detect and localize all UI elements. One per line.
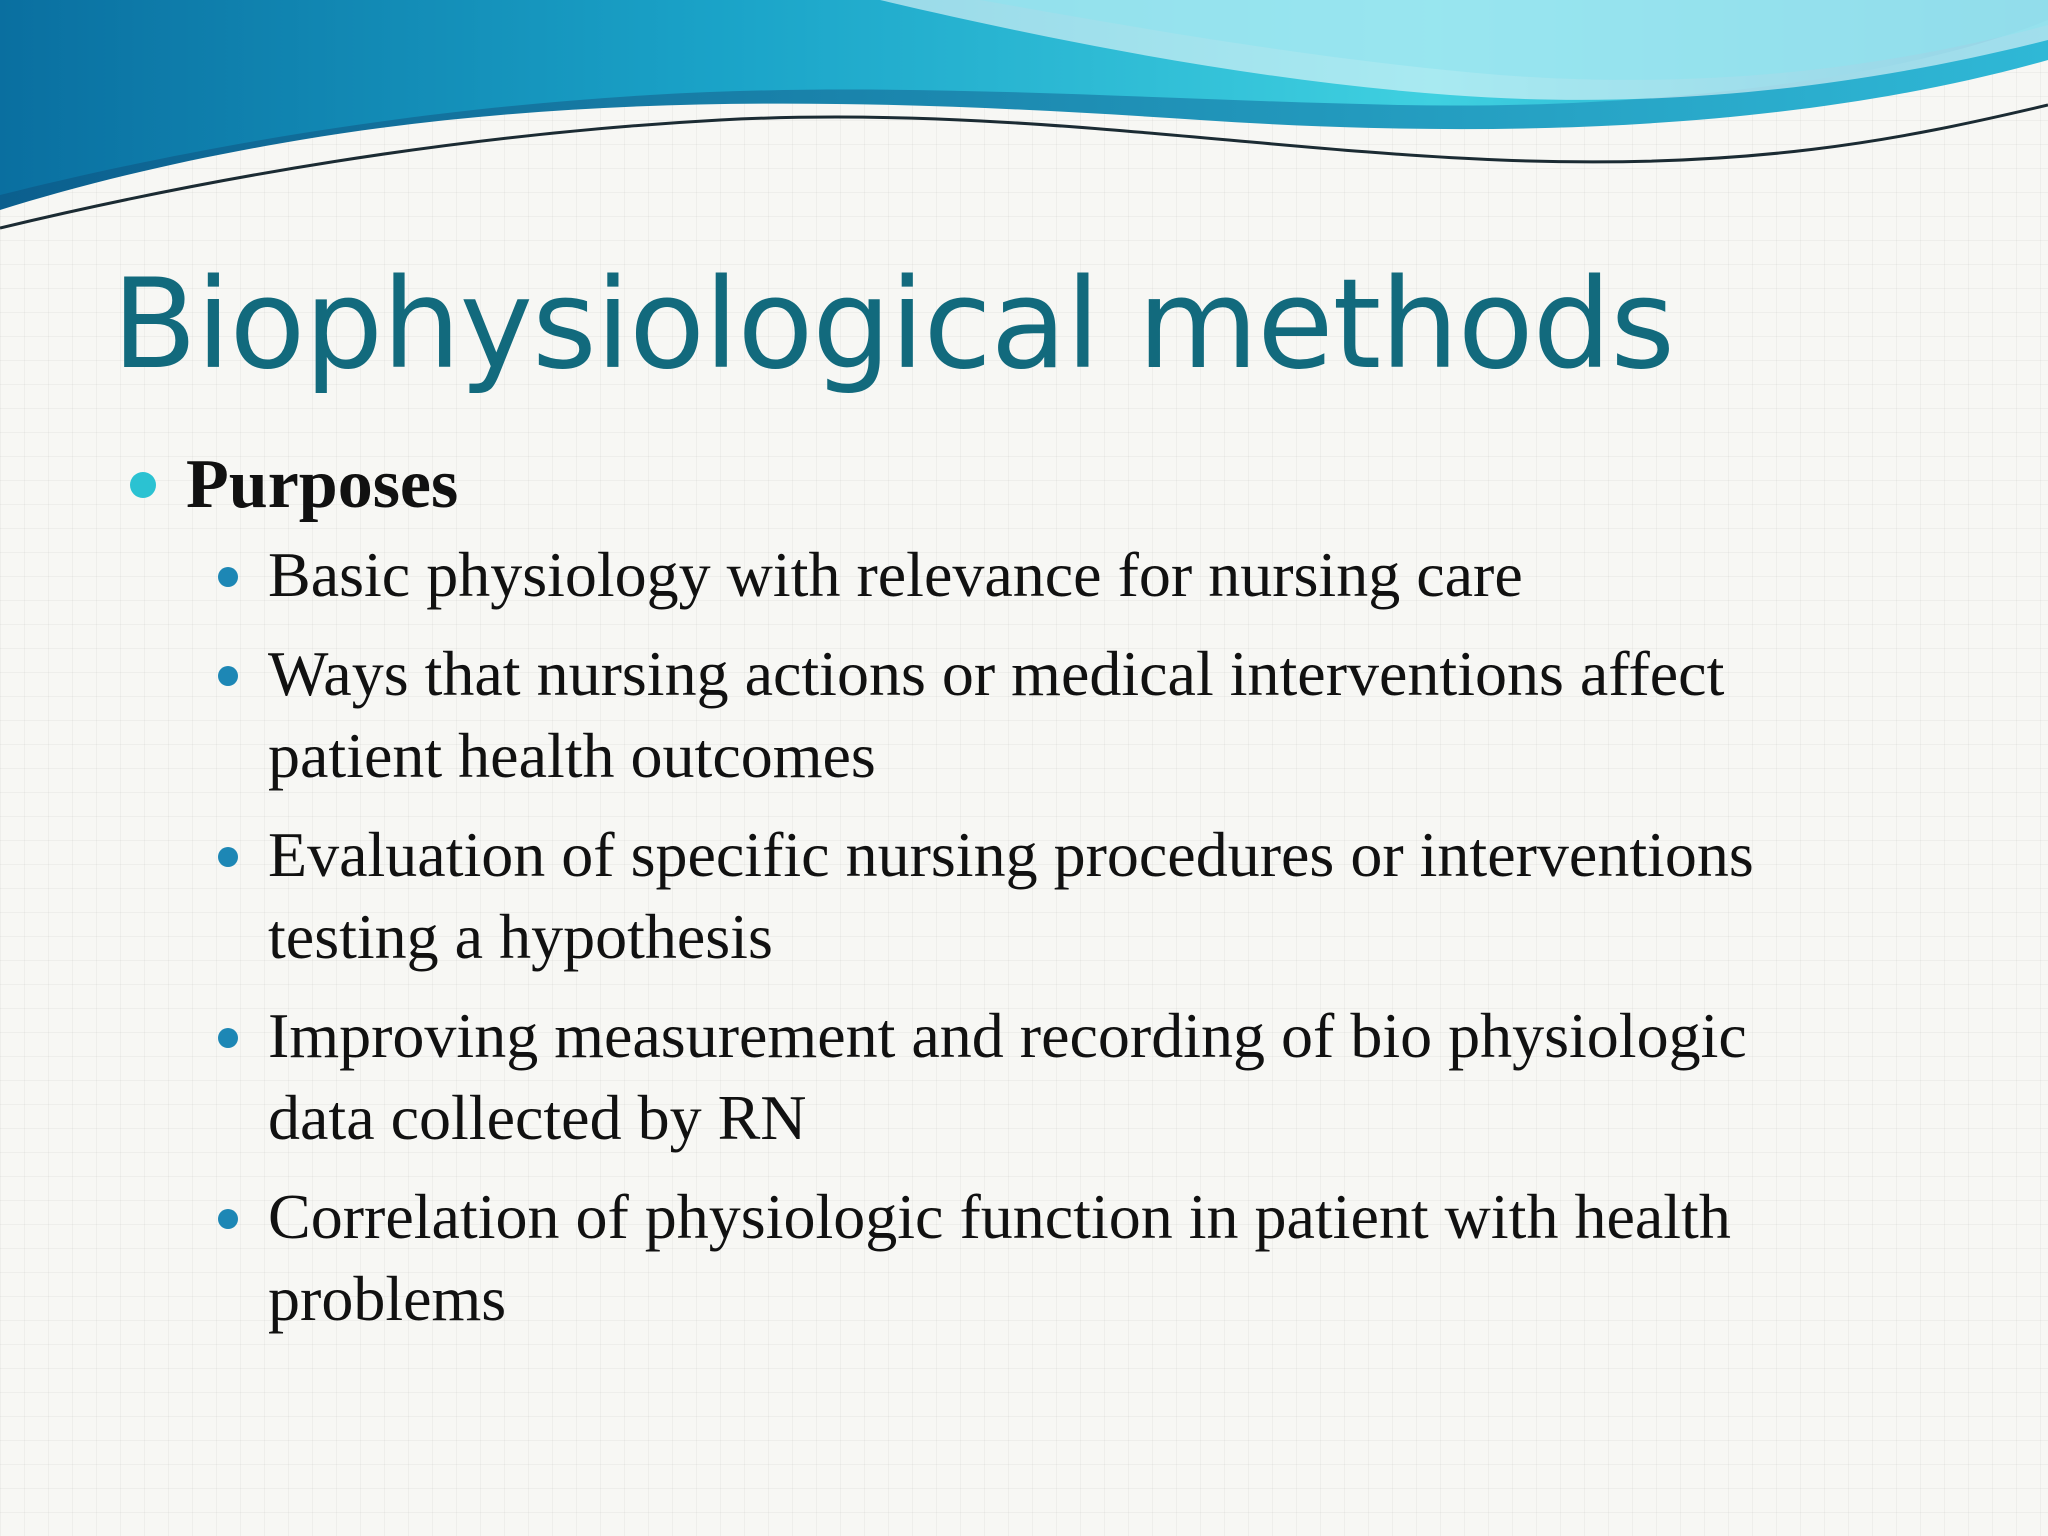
bullet-icon (130, 472, 156, 498)
list-item-text: Ways that nursing actions or medical interventions affect patient health outcomes (268, 638, 1725, 791)
purposes-heading (130, 440, 1830, 530)
list-item-text: Correlation of physiologic function in patient with health problems (268, 1181, 1731, 1334)
list-item (130, 1176, 1830, 1340)
list-item (130, 814, 1830, 978)
bullet-icon (218, 567, 238, 587)
list-item-text: Basic physiology with relevance for nursing care (268, 539, 1523, 610)
header-wave-decoration (0, 0, 2048, 240)
bullet-icon (218, 1028, 238, 1048)
list-item (130, 633, 1830, 797)
bullet-icon (218, 847, 238, 867)
list-item (130, 995, 1830, 1159)
purposes-heading-label: Purposes (186, 446, 459, 523)
list-item-text: Evaluation of specific nursing procedures or interventions testing a hypothesis (268, 819, 1754, 972)
list-item-text: Improving measurement and recording of bio physiologic data collected by RN (268, 1000, 1747, 1153)
purposes-list (130, 534, 1830, 1340)
bullet-icon (218, 666, 238, 686)
slide-title: Biophysiological methods (112, 253, 1674, 397)
slide-content (130, 440, 1830, 1357)
bullet-icon (218, 1209, 238, 1229)
list-item (130, 534, 1830, 616)
